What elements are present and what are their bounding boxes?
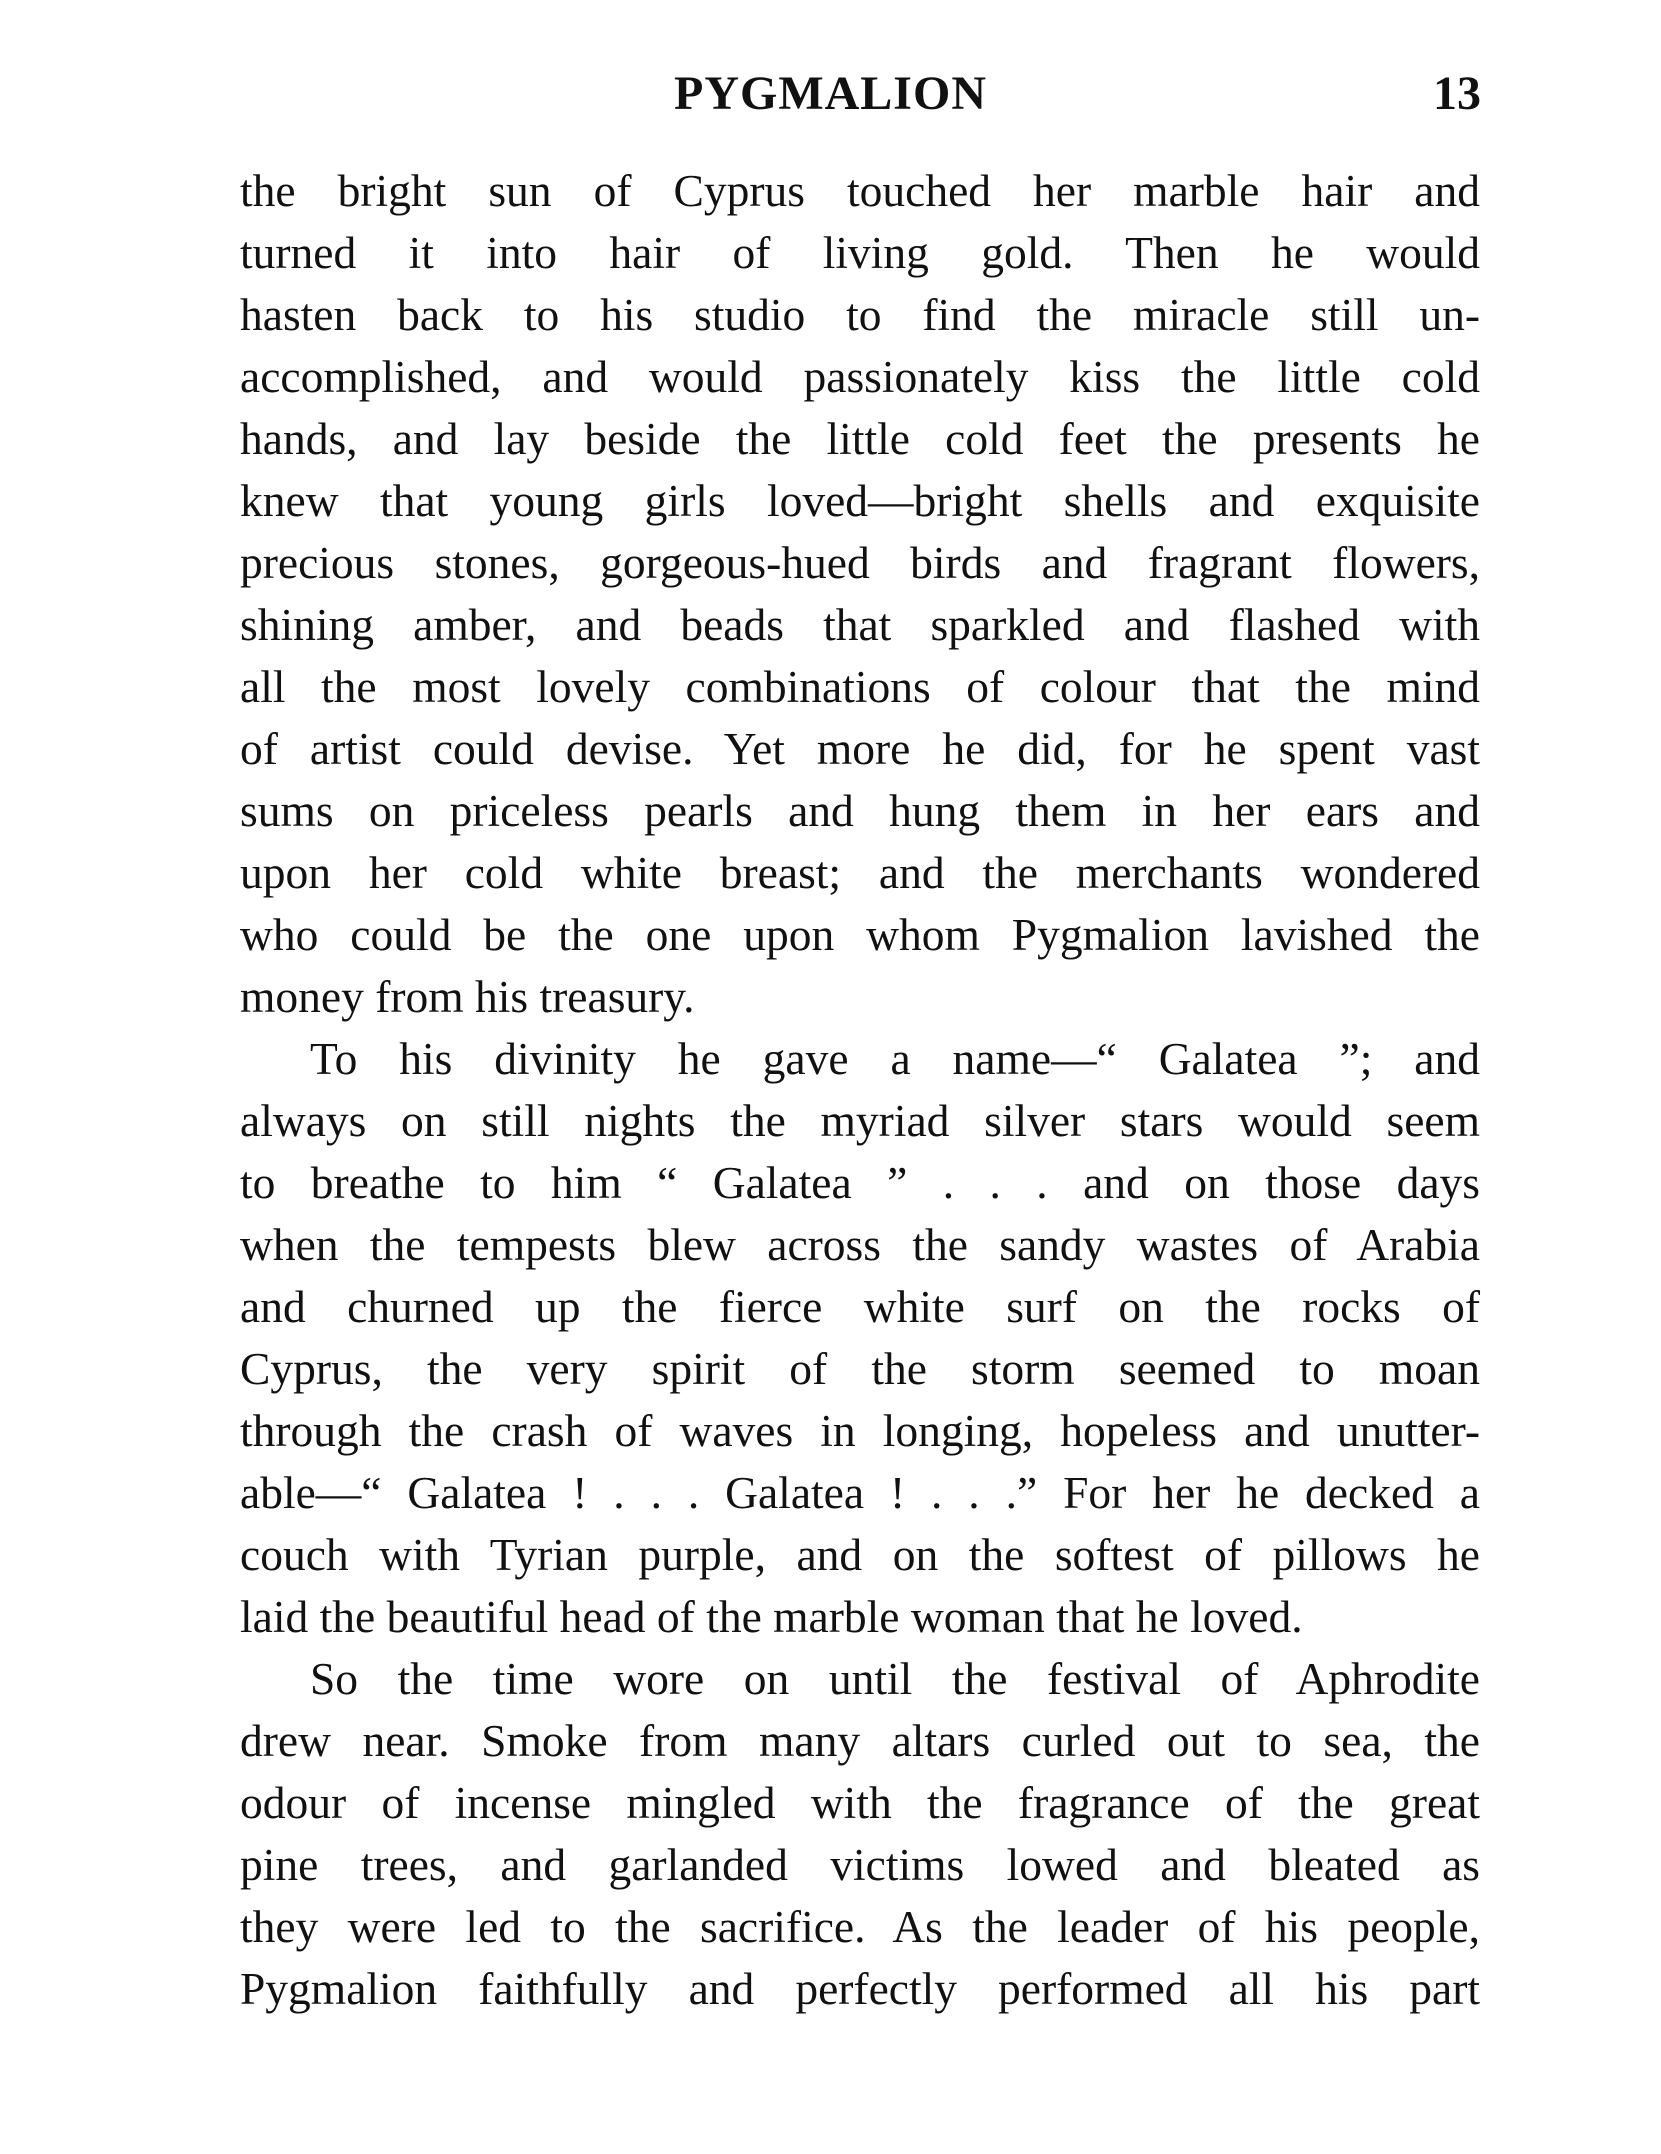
text-line: of artist could devise. Yet more he did, for he spent vast [240, 723, 1480, 774]
text-line: to breathe to him “ Galatea ” . . . and on those days [240, 1157, 1480, 1208]
text-line: couch with Tyrian purple, and on the softest of pillows he [240, 1529, 1480, 1580]
text-line: shining amber, and beads that sparkled and flashed with [240, 599, 1480, 650]
text-line: hasten back to his studio to find the miracle still un- [240, 289, 1480, 340]
page-number: 13 [1433, 67, 1481, 120]
text-line: they were led to the sacrifice. As the leader of his people, [240, 1901, 1480, 1952]
running-head [0, 64, 1661, 124]
text-line: all the most lovely combinations of colour that the mind [240, 661, 1480, 712]
text-line: precious stones, gorgeous-hued birds and fragrant flowers, [240, 537, 1480, 588]
paragraph-3 [240, 1648, 1480, 2020]
text-line: pine trees, and garlanded victims lowed and bleated as [240, 1839, 1480, 1890]
text-line: To his divinity he gave a name—“ Galatea ”; and [310, 1033, 1480, 1084]
text-line: through the crash of waves in longing, hopeless and unutter- [240, 1405, 1480, 1456]
text-line: money from his treasury. [240, 971, 695, 1022]
text-line: the bright sun of Cyprus touched her marble hair and [240, 165, 1480, 216]
text-line: drew near. Smoke from many altars curled out to sea, the [240, 1715, 1480, 1766]
text-line: who could be the one upon whom Pygmalion lavished the [240, 909, 1480, 960]
text-line: upon her cold white breast; and the merchants wondered [240, 847, 1480, 898]
text-line: always on still nights the myriad silver stars would seem [240, 1095, 1480, 1146]
paragraph-1 [240, 160, 1480, 1028]
text-line: knew that young girls loved—bright shells and exquisite [240, 475, 1480, 526]
text-line: able—“ Galatea ! . . . Galatea ! . . .” For her he decked a [240, 1467, 1480, 1518]
text-line: turned it into hair of living gold. Then he would [240, 227, 1480, 278]
running-title: PYGMALION [674, 67, 987, 120]
text-line: accomplished, and would passionately kiss the little cold [240, 351, 1480, 402]
text-line: and churned up the fierce white surf on the rocks of [240, 1281, 1480, 1332]
text-line: Cyprus, the very spirit of the storm seemed to moan [240, 1343, 1480, 1394]
paragraph-2 [240, 1028, 1480, 1648]
text-line: odour of incense mingled with the fragrance of the great [240, 1777, 1480, 1828]
text-line: laid the beautiful head of the marble woman that he loved. [240, 1591, 1303, 1642]
text-line: sums on priceless pearls and hung them in her ears and [240, 785, 1480, 836]
body-text [240, 160, 1480, 2020]
text-line: hands, and lay beside the little cold feet the presents he [240, 413, 1480, 464]
text-line: So the time wore on until the festival of Aphrodite [310, 1653, 1480, 1704]
text-line: when the tempests blew across the sandy wastes of Arabia [240, 1219, 1480, 1270]
text-line: Pygmalion faithfully and perfectly performed all his part [240, 1963, 1480, 2014]
